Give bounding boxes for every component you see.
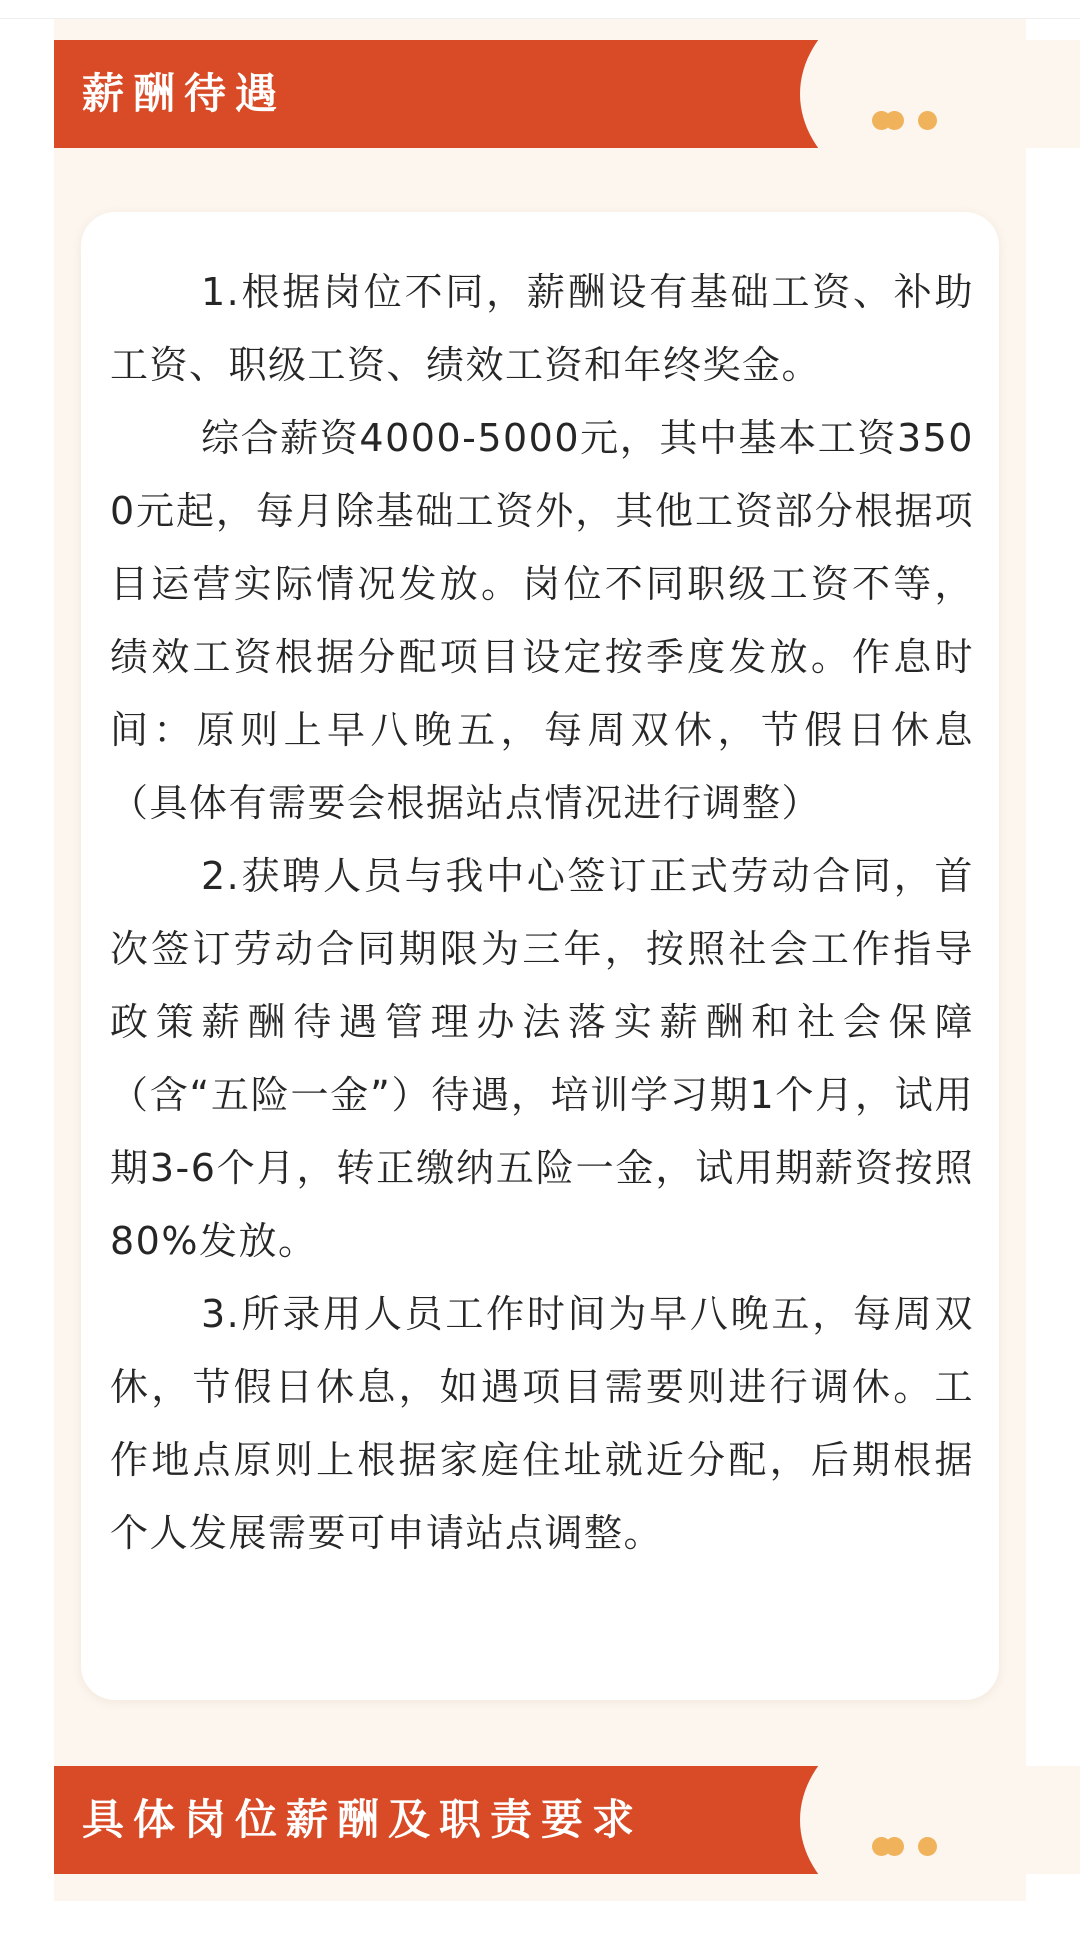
section-title: 薪酬待遇 [82,69,287,118]
paragraph-salary-structure: 1.根据岗位不同，薪酬设有基础工资、补助工资、职级工资、绩效工资和年终奖金。 [110,270,974,387]
content-card [81,212,999,1700]
section-header-salary [54,40,1026,148]
decorative-dots-icon [872,1837,952,1857]
paragraph-contract: 2.获聘人员与我中心签订正式劳动合同，首次签订劳动合同期限为三年，按照社会工作指导政策薪酬待遇管理办法落实薪酬和社会保障（含“五险一金”）待遇，培训学习期1个月，试用期3-6个月，转正缴纳五险一金，试用期薪资按照80%发放。 [110,854,974,1263]
card-text [110,256,974,1570]
section-title: 具体岗位薪酬及职责要求 [82,1795,644,1844]
section-header-positions [54,1766,1026,1874]
paragraph-working-hours: 3.所录用人员工作时间为早八晚五，每周双休，节假日休息，如遇项目需要则进行调休。工作地点原则上根据家庭住址就近分配，后期根据个人发展需要可申请站点调整。 [110,1292,974,1555]
decorative-dots-icon [872,111,952,131]
paragraph-total-salary: 综合薪资4000-5000元，其中基本工资3500元起，每月除基础工资外，其他工资部分根据项目运营实际情况发放。岗位不同职级工资不等，绩效工资根据分配项目设定按季度发放。作息时间：原则上早八晚五，每周双休，节假日休息（具体有需要会根据站点情况进行调整） [110,416,974,825]
